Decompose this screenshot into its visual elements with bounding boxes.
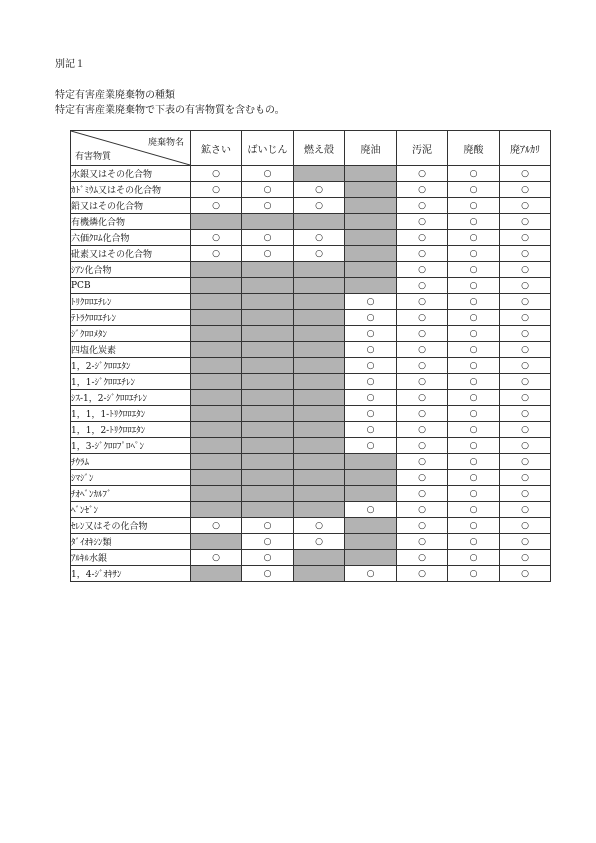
not-applicable-cell xyxy=(242,390,294,406)
not-applicable-cell xyxy=(191,534,242,550)
applicable-mark: ○ xyxy=(448,342,500,358)
applicable-mark: ○ xyxy=(294,518,345,534)
substance-name: ｼﾏｼﾞﾝ xyxy=(71,470,191,486)
applicable-mark: ○ xyxy=(345,342,397,358)
applicable-mark: ○ xyxy=(397,246,448,262)
applicable-mark: ○ xyxy=(448,166,500,182)
not-applicable-cell xyxy=(242,454,294,470)
not-applicable-cell xyxy=(191,294,242,310)
not-applicable-cell xyxy=(191,454,242,470)
applicable-mark: ○ xyxy=(397,182,448,198)
not-applicable-cell xyxy=(345,550,397,566)
applicable-mark: ○ xyxy=(448,550,500,566)
table-header-row xyxy=(71,131,551,166)
table-row xyxy=(71,166,551,182)
applicable-mark: ○ xyxy=(500,342,551,358)
page-label: 別記１ xyxy=(55,59,85,70)
applicable-mark: ○ xyxy=(448,470,500,486)
applicable-mark: ○ xyxy=(191,198,242,214)
not-applicable-cell xyxy=(345,198,397,214)
applicable-mark: ○ xyxy=(448,262,500,278)
not-applicable-cell xyxy=(191,486,242,502)
applicable-mark: ○ xyxy=(397,294,448,310)
not-applicable-cell xyxy=(242,326,294,342)
not-applicable-cell xyxy=(345,214,397,230)
not-applicable-cell xyxy=(191,566,242,582)
applicable-mark: ○ xyxy=(500,230,551,246)
applicable-mark: ○ xyxy=(397,390,448,406)
not-applicable-cell xyxy=(242,342,294,358)
not-applicable-cell xyxy=(242,470,294,486)
applicable-mark: ○ xyxy=(345,406,397,422)
not-applicable-cell xyxy=(294,470,345,486)
table-row xyxy=(71,486,551,502)
not-applicable-cell xyxy=(294,262,345,278)
column-header: 鉱さい xyxy=(191,131,242,166)
table-row xyxy=(71,422,551,438)
applicable-mark: ○ xyxy=(397,454,448,470)
column-header: ばいじん xyxy=(242,131,294,166)
applicable-mark: ○ xyxy=(500,502,551,518)
applicable-mark: ○ xyxy=(397,374,448,390)
substance-header: 有害物質 xyxy=(75,152,112,162)
substance-name: ｼｱﾝ化合物 xyxy=(71,262,191,278)
not-applicable-cell xyxy=(242,502,294,518)
substance-name: ｼｽ-1，2-ｼﾞｸﾛﾛｴﾁﾚﾝ xyxy=(71,390,191,406)
applicable-mark: ○ xyxy=(448,374,500,390)
not-applicable-cell xyxy=(242,422,294,438)
applicable-mark: ○ xyxy=(397,470,448,486)
applicable-mark: ○ xyxy=(242,518,294,534)
substance-name: ｶﾄﾞﾐｳﾑ又はその化合物 xyxy=(71,182,191,198)
substance-name: ｼﾞｸﾛﾛﾒﾀﾝ xyxy=(71,326,191,342)
not-applicable-cell xyxy=(294,502,345,518)
applicable-mark: ○ xyxy=(242,550,294,566)
applicable-mark: ○ xyxy=(345,326,397,342)
not-applicable-cell xyxy=(345,246,397,262)
applicable-mark: ○ xyxy=(500,406,551,422)
not-applicable-cell xyxy=(191,374,242,390)
table-row xyxy=(71,390,551,406)
applicable-mark: ○ xyxy=(191,230,242,246)
applicable-mark: ○ xyxy=(448,310,500,326)
substance-name: ｾﾚﾝ又はその化合物 xyxy=(71,518,191,534)
applicable-mark: ○ xyxy=(397,278,448,294)
table-row xyxy=(71,502,551,518)
substance-name: 六価ｸﾛﾑ化合物 xyxy=(71,230,191,246)
applicable-mark: ○ xyxy=(448,422,500,438)
applicable-mark: ○ xyxy=(345,438,397,454)
not-applicable-cell xyxy=(345,278,397,294)
table-body xyxy=(71,166,551,582)
not-applicable-cell xyxy=(294,166,345,182)
applicable-mark: ○ xyxy=(448,390,500,406)
applicable-mark: ○ xyxy=(397,486,448,502)
applicable-mark: ○ xyxy=(500,438,551,454)
not-applicable-cell xyxy=(191,342,242,358)
table-row xyxy=(71,342,551,358)
table-row xyxy=(71,182,551,198)
applicable-mark: ○ xyxy=(448,326,500,342)
applicable-mark: ○ xyxy=(448,406,500,422)
table-row xyxy=(71,214,551,230)
applicable-mark: ○ xyxy=(448,502,500,518)
applicable-mark: ○ xyxy=(448,438,500,454)
not-applicable-cell xyxy=(191,422,242,438)
applicable-mark: ○ xyxy=(500,358,551,374)
column-header: 汚泥 xyxy=(397,131,448,166)
applicable-mark: ○ xyxy=(448,454,500,470)
table-row xyxy=(71,470,551,486)
applicable-mark: ○ xyxy=(242,534,294,550)
table-row xyxy=(71,550,551,566)
applicable-mark: ○ xyxy=(294,182,345,198)
column-header: 廃油 xyxy=(345,131,397,166)
not-applicable-cell xyxy=(294,390,345,406)
table-row xyxy=(71,294,551,310)
applicable-mark: ○ xyxy=(448,566,500,582)
table-row xyxy=(71,566,551,582)
substance-name: 1，1，1-ﾄﾘｸﾛﾛｴﾀﾝ xyxy=(71,406,191,422)
not-applicable-cell xyxy=(345,486,397,502)
not-applicable-cell xyxy=(242,438,294,454)
applicable-mark: ○ xyxy=(345,358,397,374)
applicable-mark: ○ xyxy=(397,230,448,246)
applicable-mark: ○ xyxy=(242,182,294,198)
applicable-mark: ○ xyxy=(397,406,448,422)
not-applicable-cell xyxy=(191,438,242,454)
applicable-mark: ○ xyxy=(345,374,397,390)
applicable-mark: ○ xyxy=(294,230,345,246)
not-applicable-cell xyxy=(191,502,242,518)
not-applicable-cell xyxy=(294,550,345,566)
applicable-mark: ○ xyxy=(448,246,500,262)
table-row xyxy=(71,198,551,214)
table-row xyxy=(71,358,551,374)
not-applicable-cell xyxy=(345,454,397,470)
applicable-mark: ○ xyxy=(397,502,448,518)
applicable-mark: ○ xyxy=(448,182,500,198)
applicable-mark: ○ xyxy=(500,374,551,390)
applicable-mark: ○ xyxy=(345,294,397,310)
applicable-mark: ○ xyxy=(448,278,500,294)
applicable-mark: ○ xyxy=(448,294,500,310)
applicable-mark: ○ xyxy=(500,214,551,230)
applicable-mark: ○ xyxy=(448,198,500,214)
column-header: 廃酸 xyxy=(448,131,500,166)
applicable-mark: ○ xyxy=(500,550,551,566)
applicable-mark: ○ xyxy=(500,246,551,262)
applicable-mark: ○ xyxy=(500,390,551,406)
intro-description: 特定有害産業廃棄物で下表の有害物質を含むもの。 xyxy=(55,105,285,116)
not-applicable-cell xyxy=(242,262,294,278)
table-row xyxy=(71,310,551,326)
applicable-mark: ○ xyxy=(500,310,551,326)
applicable-mark: ○ xyxy=(242,566,294,582)
substance-name: 1，4-ｼﾞｵｷｻﾝ xyxy=(71,566,191,582)
table-row xyxy=(71,374,551,390)
substance-name: 砒素又はその化合物 xyxy=(71,246,191,262)
applicable-mark: ○ xyxy=(500,182,551,198)
substance-name: ｱﾙｷﾙ水銀 xyxy=(71,550,191,566)
not-applicable-cell xyxy=(294,486,345,502)
applicable-mark: ○ xyxy=(345,422,397,438)
applicable-mark: ○ xyxy=(294,246,345,262)
substance-name: ﾄﾘｸﾛﾛｴﾁﾚﾝ xyxy=(71,294,191,310)
applicable-mark: ○ xyxy=(397,214,448,230)
substance-name: 有機燐化合物 xyxy=(71,214,191,230)
applicable-mark: ○ xyxy=(242,166,294,182)
applicable-mark: ○ xyxy=(397,326,448,342)
applicable-mark: ○ xyxy=(397,422,448,438)
not-applicable-cell xyxy=(294,294,345,310)
not-applicable-cell xyxy=(191,310,242,326)
not-applicable-cell xyxy=(294,422,345,438)
substance-name: ﾃﾄﾗｸﾛﾛｴﾁﾚﾝ xyxy=(71,310,191,326)
not-applicable-cell xyxy=(191,278,242,294)
applicable-mark: ○ xyxy=(397,566,448,582)
table-row xyxy=(71,438,551,454)
applicable-mark: ○ xyxy=(500,454,551,470)
applicable-mark: ○ xyxy=(397,342,448,358)
not-applicable-cell xyxy=(242,214,294,230)
hazardous-waste-table xyxy=(70,130,551,582)
table-row xyxy=(71,262,551,278)
applicable-mark: ○ xyxy=(500,262,551,278)
not-applicable-cell xyxy=(242,374,294,390)
substance-name: ﾀﾞｲｵｷｼﾝ類 xyxy=(71,534,191,550)
table-row xyxy=(71,326,551,342)
substance-name: 1，1-ｼﾞｸﾛﾛｴﾁﾚﾝ xyxy=(71,374,191,390)
substance-name: 四塩化炭素 xyxy=(71,342,191,358)
table-row xyxy=(71,406,551,422)
not-applicable-cell xyxy=(242,294,294,310)
not-applicable-cell xyxy=(191,470,242,486)
substance-name: 鉛又はその化合物 xyxy=(71,198,191,214)
not-applicable-cell xyxy=(345,534,397,550)
applicable-mark: ○ xyxy=(397,358,448,374)
table-row xyxy=(71,246,551,262)
applicable-mark: ○ xyxy=(500,326,551,342)
table-row xyxy=(71,518,551,534)
applicable-mark: ○ xyxy=(397,198,448,214)
waste-name-header: 廃棄物名 xyxy=(147,138,184,148)
applicable-mark: ○ xyxy=(500,294,551,310)
applicable-mark: ○ xyxy=(345,310,397,326)
applicable-mark: ○ xyxy=(500,166,551,182)
applicable-mark: ○ xyxy=(397,518,448,534)
applicable-mark: ○ xyxy=(242,198,294,214)
applicable-mark: ○ xyxy=(500,470,551,486)
substance-name: 水銀又はその化合物 xyxy=(71,166,191,182)
not-applicable-cell xyxy=(345,182,397,198)
not-applicable-cell xyxy=(242,406,294,422)
applicable-mark: ○ xyxy=(191,182,242,198)
table-row xyxy=(71,534,551,550)
not-applicable-cell xyxy=(242,278,294,294)
substance-name: ﾁｳﾗﾑ xyxy=(71,454,191,470)
not-applicable-cell xyxy=(191,358,242,374)
applicable-mark: ○ xyxy=(294,534,345,550)
applicable-mark: ○ xyxy=(397,550,448,566)
applicable-mark: ○ xyxy=(242,230,294,246)
column-header: 燃え殻 xyxy=(294,131,345,166)
not-applicable-cell xyxy=(191,326,242,342)
applicable-mark: ○ xyxy=(500,518,551,534)
not-applicable-cell xyxy=(294,342,345,358)
applicable-mark: ○ xyxy=(448,214,500,230)
applicable-mark: ○ xyxy=(345,390,397,406)
not-applicable-cell xyxy=(242,486,294,502)
not-applicable-cell xyxy=(294,566,345,582)
column-header: 廃ｱﾙｶﾘ xyxy=(500,131,551,166)
not-applicable-cell xyxy=(294,374,345,390)
not-applicable-cell xyxy=(191,262,242,278)
applicable-mark: ○ xyxy=(500,566,551,582)
applicable-mark: ○ xyxy=(191,246,242,262)
applicable-mark: ○ xyxy=(345,502,397,518)
applicable-mark: ○ xyxy=(448,518,500,534)
corner-header-cell xyxy=(71,131,191,166)
not-applicable-cell xyxy=(191,214,242,230)
substance-name: 1，1，2-ﾄﾘｸﾛﾛｴﾀﾝ xyxy=(71,422,191,438)
not-applicable-cell xyxy=(294,214,345,230)
not-applicable-cell xyxy=(345,262,397,278)
table-row xyxy=(71,454,551,470)
applicable-mark: ○ xyxy=(191,166,242,182)
applicable-mark: ○ xyxy=(397,262,448,278)
applicable-mark: ○ xyxy=(500,198,551,214)
applicable-mark: ○ xyxy=(448,534,500,550)
applicable-mark: ○ xyxy=(448,486,500,502)
not-applicable-cell xyxy=(294,278,345,294)
applicable-mark: ○ xyxy=(500,278,551,294)
applicable-mark: ○ xyxy=(500,486,551,502)
substance-name: ﾁｵﾍﾞﾝｶﾙﾌﾞ xyxy=(71,486,191,502)
not-applicable-cell xyxy=(242,358,294,374)
intro-heading: 特定有害産業廃棄物の種類 xyxy=(55,90,175,101)
not-applicable-cell xyxy=(294,406,345,422)
applicable-mark: ○ xyxy=(397,166,448,182)
table-row xyxy=(71,278,551,294)
substance-name: PCB xyxy=(71,278,191,294)
applicable-mark: ○ xyxy=(397,310,448,326)
not-applicable-cell xyxy=(294,358,345,374)
not-applicable-cell xyxy=(294,454,345,470)
applicable-mark: ○ xyxy=(448,230,500,246)
substance-name: ﾍﾞﾝｾﾞﾝ xyxy=(71,502,191,518)
applicable-mark: ○ xyxy=(191,550,242,566)
not-applicable-cell xyxy=(294,438,345,454)
applicable-mark: ○ xyxy=(242,246,294,262)
applicable-mark: ○ xyxy=(500,422,551,438)
substance-name: 1，3-ｼﾞｸﾛﾛﾌﾟﾛﾍﾟﾝ xyxy=(71,438,191,454)
not-applicable-cell xyxy=(345,470,397,486)
not-applicable-cell xyxy=(345,166,397,182)
applicable-mark: ○ xyxy=(448,358,500,374)
not-applicable-cell xyxy=(345,518,397,534)
applicable-mark: ○ xyxy=(397,534,448,550)
applicable-mark: ○ xyxy=(294,198,345,214)
table-row xyxy=(71,230,551,246)
not-applicable-cell xyxy=(345,230,397,246)
not-applicable-cell xyxy=(294,310,345,326)
substance-name: 1，2-ｼﾞｸﾛﾛｴﾀﾝ xyxy=(71,358,191,374)
not-applicable-cell xyxy=(242,310,294,326)
applicable-mark: ○ xyxy=(500,534,551,550)
applicable-mark: ○ xyxy=(191,518,242,534)
not-applicable-cell xyxy=(294,326,345,342)
not-applicable-cell xyxy=(191,390,242,406)
applicable-mark: ○ xyxy=(345,566,397,582)
applicable-mark: ○ xyxy=(397,438,448,454)
not-applicable-cell xyxy=(191,406,242,422)
